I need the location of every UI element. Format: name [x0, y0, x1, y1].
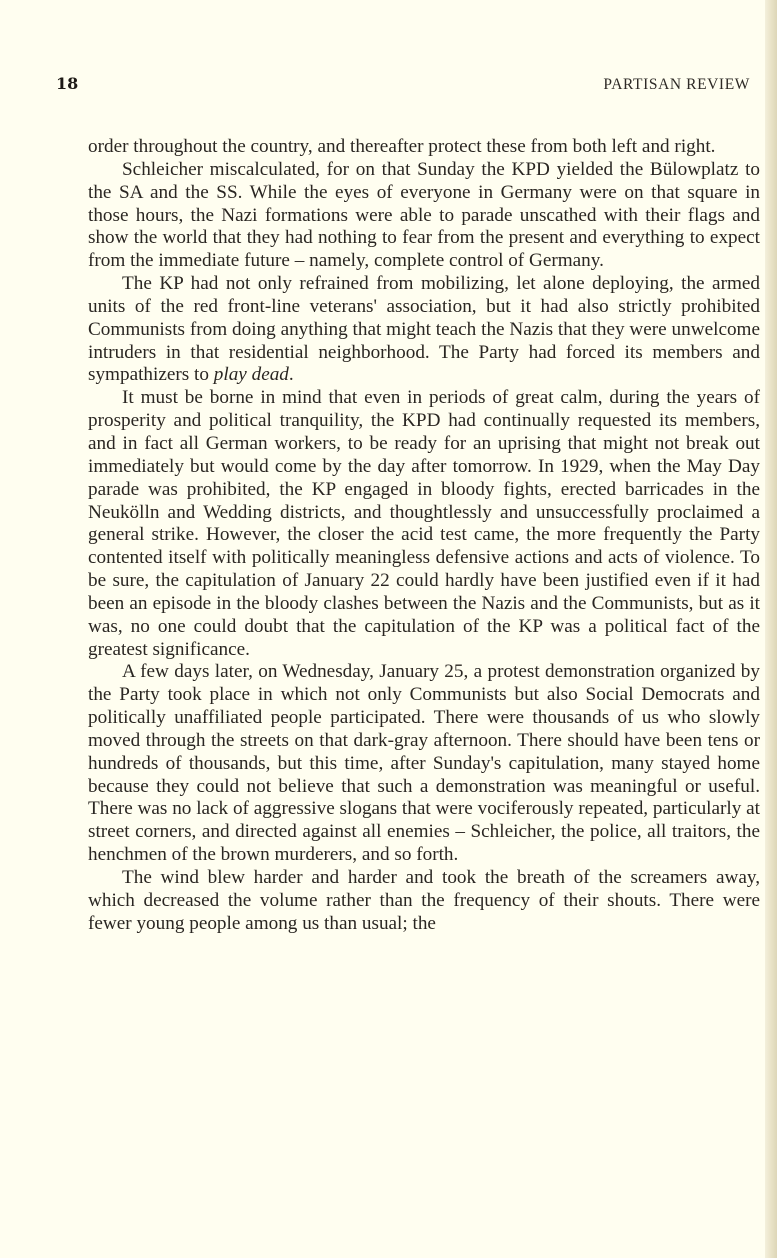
body-text [88, 136, 760, 936]
paragraph: A few days later, on Wednesday, January 25, a protest demonstration organized by the Party took place in which not only Communists but also Social Democrats and politically unaffiliated people participated. There were thousands of us who slowly moved through the streets on that dark-gray afternoon. There should have been tens or hundreds of thousands, but this time, after Sunday's capitulation, many stayed home because they could not believe that such a demonstration was meaningful or useful. There was no lack of aggressive slogans that were vociferously repeated, particularly at street corners, and directed against all enemies – Schleicher, the police, all traitors, the henchmen of the brown murderers, and so forth. [88, 661, 760, 866]
paragraph: Schleicher miscalculated, for on that Sunday the KPD yielded the Bülowplatz to the SA and the SS. While the eyes of everyone in Germany were on that square in those hours, the Nazi formations were able to parade unscathed with their flags and show the world that they had nothing to fear from the present and everything to expect from the immediate future – namely, complete control of Germany. [88, 158, 760, 272]
italic-phrase: play dead [213, 364, 289, 386]
paragraph-text: The KP had not only refrained from mobilizing, let alone deploying, the armed units of the red front-line veterans' association, but it had also strictly prohibited Communists from doing anything that might teach the Nazis that they were unwelcome intruders in that residential neighborhood. The Party had forced its members and sympathizers to [88, 273, 760, 386]
running-head [56, 74, 750, 98]
paragraph [88, 273, 760, 387]
page-edge [765, 0, 777, 1258]
paragraph-text: . [288, 364, 294, 386]
paragraph: It must be borne in mind that even in periods of great calm, during the years of prosperity and political tranquility, the KPD had continually requested its members, and in fact all German workers, to be ready for an uprising that might not break out immediately but would come by the day after tomorrow. In 1929, when the May Day parade was prohibited, the KP engaged in bloody fights, erected barricades in the Neukölln and Wedding districts, and thoughtlessly and unsuccessfully proclaimed a general strike. However, the closer the acid test came, the more frequently the Party contented itself with politically meaningless defensive actions and acts of violence. To be sure, the capitulation of January 22 could hardly have been justified even if it had been an episode in the bloody clashes between the Nazis and the Communists, but as it was, no one could doubt that the capitulation of the KP was a political fact of the greatest significance. [88, 387, 760, 660]
paragraph: The wind blew harder and harder and took the breath of the screamers away, which decreased the volume rather than the frequency of their shouts. There were fewer young people among us than usual; the [88, 867, 760, 934]
journal-title: PARTISAN REVIEW [603, 76, 750, 93]
paragraph: order throughout the country, and thereafter protect these from both left and right. [88, 136, 716, 157]
page-number: 18 [56, 74, 79, 93]
